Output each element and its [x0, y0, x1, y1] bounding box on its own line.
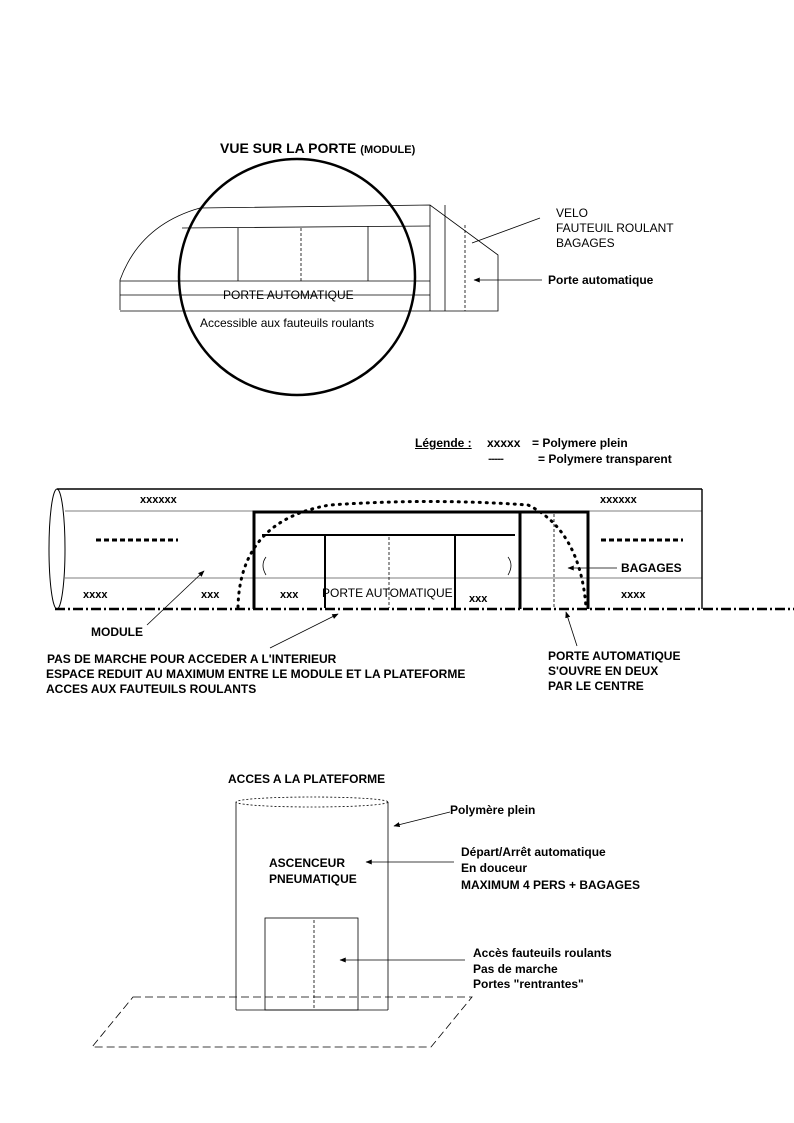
access-label: Accessible aux fauteuils roulants — [200, 316, 375, 330]
annot-porte-automatique: Porte automatique — [548, 273, 654, 287]
view1-title-main: VUE SUR LA PORTE — [220, 140, 357, 156]
x-top-left: xxxxxx — [140, 494, 177, 506]
access-line-2: Pas de marche — [473, 962, 558, 976]
door-label: PORTE AUTOMATIQUE — [223, 288, 354, 302]
view1-title-suffix: (MODULE) — [360, 144, 416, 156]
view3-title: ACCES A LA PLATEFORME — [228, 772, 386, 786]
x-bottom-1: xxxx — [83, 589, 108, 601]
seat-left — [263, 557, 266, 575]
access-line-3: Portes "rentrantes" — [473, 977, 584, 991]
module-label: MODULE — [91, 625, 143, 639]
x-bottom-5: xxxx — [621, 589, 646, 601]
legend-title: Légende : — [415, 436, 472, 450]
door-right-line-3: PAR LE CENTRE — [548, 679, 644, 693]
module-window-line — [182, 226, 430, 228]
lift-line-1: ASCENCEUR — [269, 856, 346, 870]
seat-right — [508, 557, 511, 575]
x-bottom-3: xxx — [280, 589, 299, 601]
step-line-1: PAS DE MARCHE POUR ACCEDER A L'INTERIEUR — [47, 652, 337, 666]
depart-line-1: Départ/Arrêt automatique — [461, 845, 606, 859]
door-right-pointer-arrow — [566, 612, 577, 646]
door-right-line-1: PORTE AUTOMATIQUE — [548, 649, 681, 663]
elevator-top — [236, 797, 388, 807]
view1-title — [220, 141, 415, 157]
step-pointer-arrow — [270, 614, 338, 648]
polymere-pointer-arrow — [394, 812, 450, 826]
zoom-circle — [179, 159, 415, 395]
annot-fauteuil: FAUTEUIL ROULANT — [556, 221, 674, 235]
elevator-door — [265, 918, 358, 1010]
legend-plein-symbol: xxxxx — [487, 436, 521, 450]
view2-bagages-label: BAGAGES — [621, 561, 682, 575]
module-nose-ellipse — [49, 489, 65, 609]
annot-bagages: BAGAGES — [556, 236, 615, 250]
legend-transparent-text: = Polymere transparent — [538, 452, 672, 466]
elevator-drawing — [92, 797, 472, 1047]
polymere-label: Polymère plein — [450, 803, 536, 817]
view2-door-label: PORTE AUTOMATIQUE — [322, 586, 453, 600]
access-line-1: Accès fauteuils roulants — [473, 946, 612, 960]
depart-line-3: MAXIMUM 4 PERS + BAGAGES — [461, 878, 641, 892]
annot-velo: VELO — [556, 206, 589, 220]
lift-line-2: PNEUMATIQUE — [269, 872, 357, 886]
legend-plein-text: = Polymere plein — [532, 436, 628, 450]
module-pointer-arrow — [147, 571, 204, 625]
depart-line-2: En douceur — [461, 861, 528, 875]
x-bottom-4: xxx — [469, 593, 488, 605]
x-top-right: xxxxxx — [600, 494, 637, 506]
legend-transparent-symbol: .......... — [488, 452, 504, 462]
velo-pointer-line — [472, 218, 540, 243]
platform-parallelogram — [92, 997, 472, 1047]
x-bottom-2: xxx — [201, 589, 220, 601]
step-line-3: ACCES AUX FAUTEUILS ROULANTS — [46, 682, 257, 696]
step-line-2: ESPACE REDUIT AU MAXIMUM ENTRE LE MODULE ET LA PLATEFORME — [46, 667, 466, 681]
door-right-line-2: S'OUVRE EN DEUX — [548, 664, 659, 678]
